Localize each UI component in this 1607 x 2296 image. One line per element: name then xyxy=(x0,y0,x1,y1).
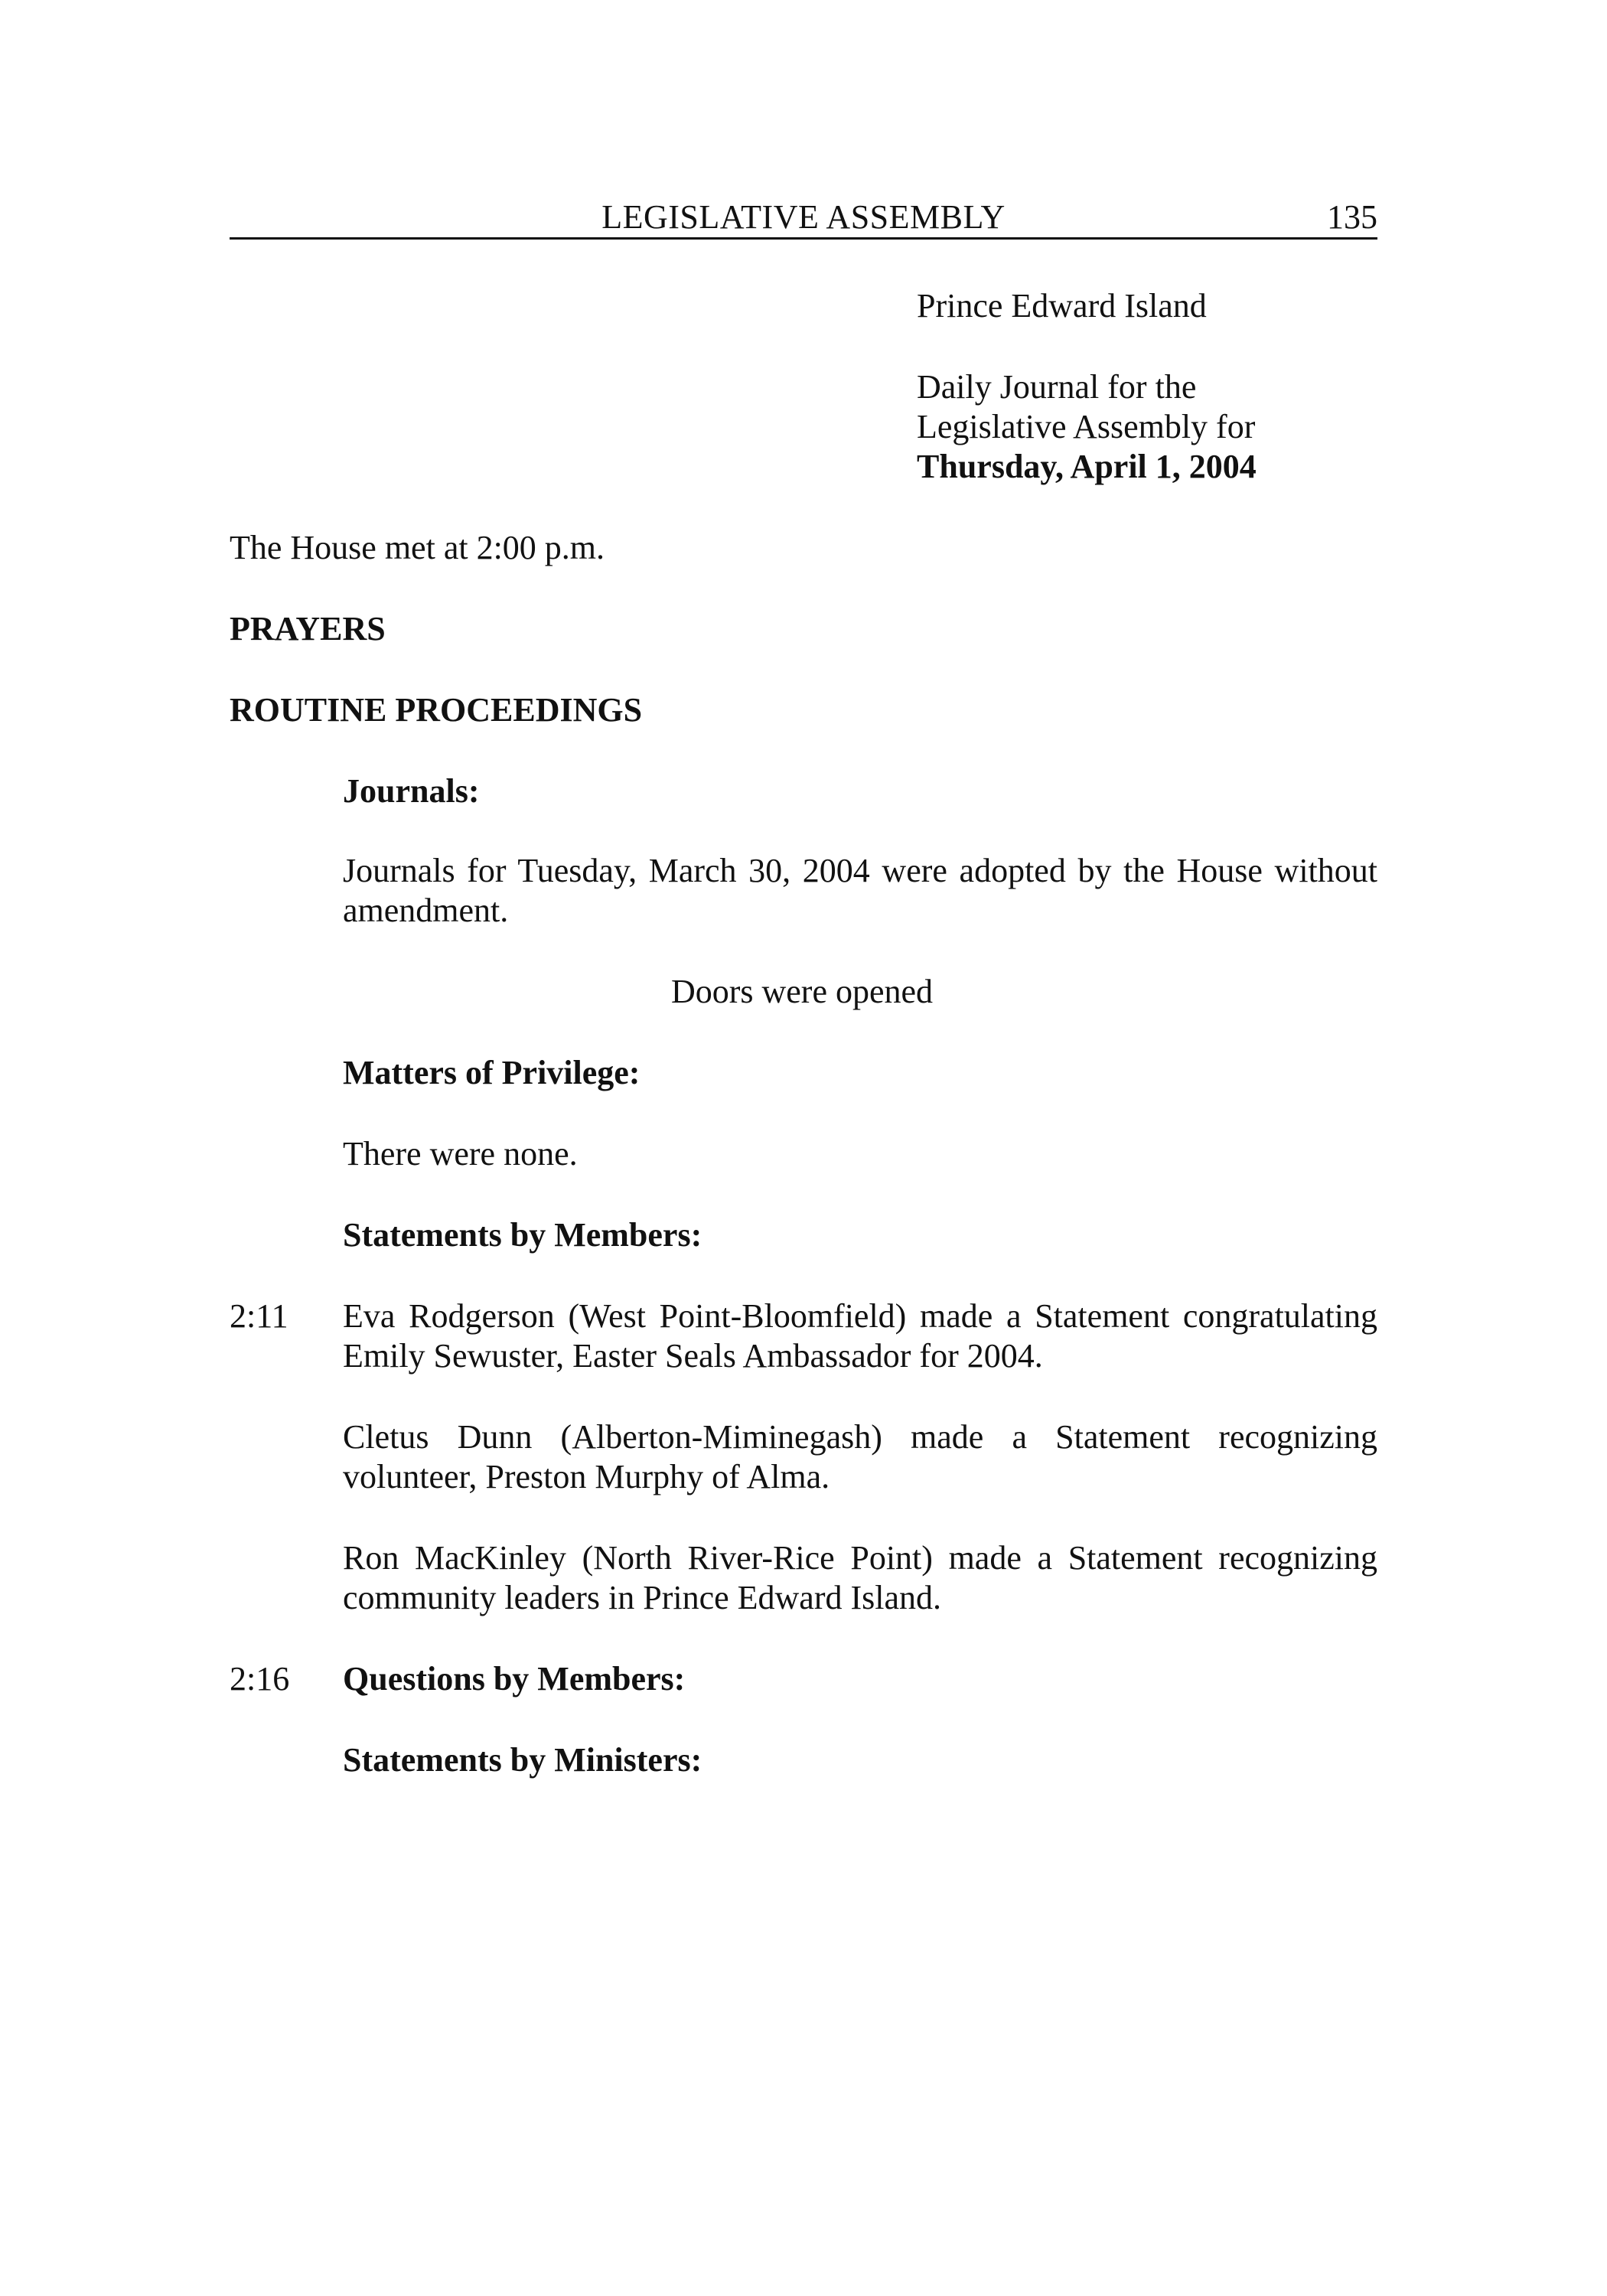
masthead-province: Prince Edward Island xyxy=(917,287,1207,325)
statement-text: Cletus Dunn (Alberton-Miminegash) made a Statement recognizing volunteer, Preston Murphy of Alma. xyxy=(343,1418,1377,1495)
questions-heading: Questions by Members: xyxy=(343,1660,686,1698)
statement-text: Ron MacKinley (North River-Rice Point) made a Statement recognizing community leaders in Prince Edward Island. xyxy=(343,1539,1377,1616)
masthead-journal-line1: Daily Journal for the xyxy=(917,368,1197,406)
prayers-heading: PRAYERS xyxy=(230,610,386,647)
journals-text: Journals for Tuesday, March 30, 2004 were adopted by the House without amendment. xyxy=(343,852,1377,929)
journals-heading: Journals: xyxy=(343,772,480,810)
masthead-date: Thursday, April 1, 2004 xyxy=(917,448,1257,485)
masthead-journal-line2: Legislative Assembly for xyxy=(917,408,1256,445)
questions-time: 2:16 xyxy=(230,1660,290,1698)
privilege-heading: Matters of Privilege: xyxy=(343,1054,641,1091)
page-header xyxy=(230,197,1377,240)
doors-opened-text: Doors were opened xyxy=(670,973,934,1010)
statement-text: Eva Rodgerson (West Point-Bloomfield) made a Statement congratulating Emily Sewuster, Easter Seals Ambassador for 2004. xyxy=(343,1297,1377,1375)
statements-ministers-heading: Statements by Ministers: xyxy=(343,1741,702,1779)
privilege-text: There were none. xyxy=(343,1135,578,1172)
statements-members-heading: Statements by Members: xyxy=(343,1216,702,1254)
routine-proceedings-heading: ROUTINE PROCEEDINGS xyxy=(230,691,643,729)
house-met-text: The House met at 2:00 p.m. xyxy=(230,529,605,566)
statement-time: 2:11 xyxy=(230,1297,288,1335)
header-title: LEGISLATIVE ASSEMBLY xyxy=(601,198,1006,236)
page-number: 135 xyxy=(1327,198,1377,236)
